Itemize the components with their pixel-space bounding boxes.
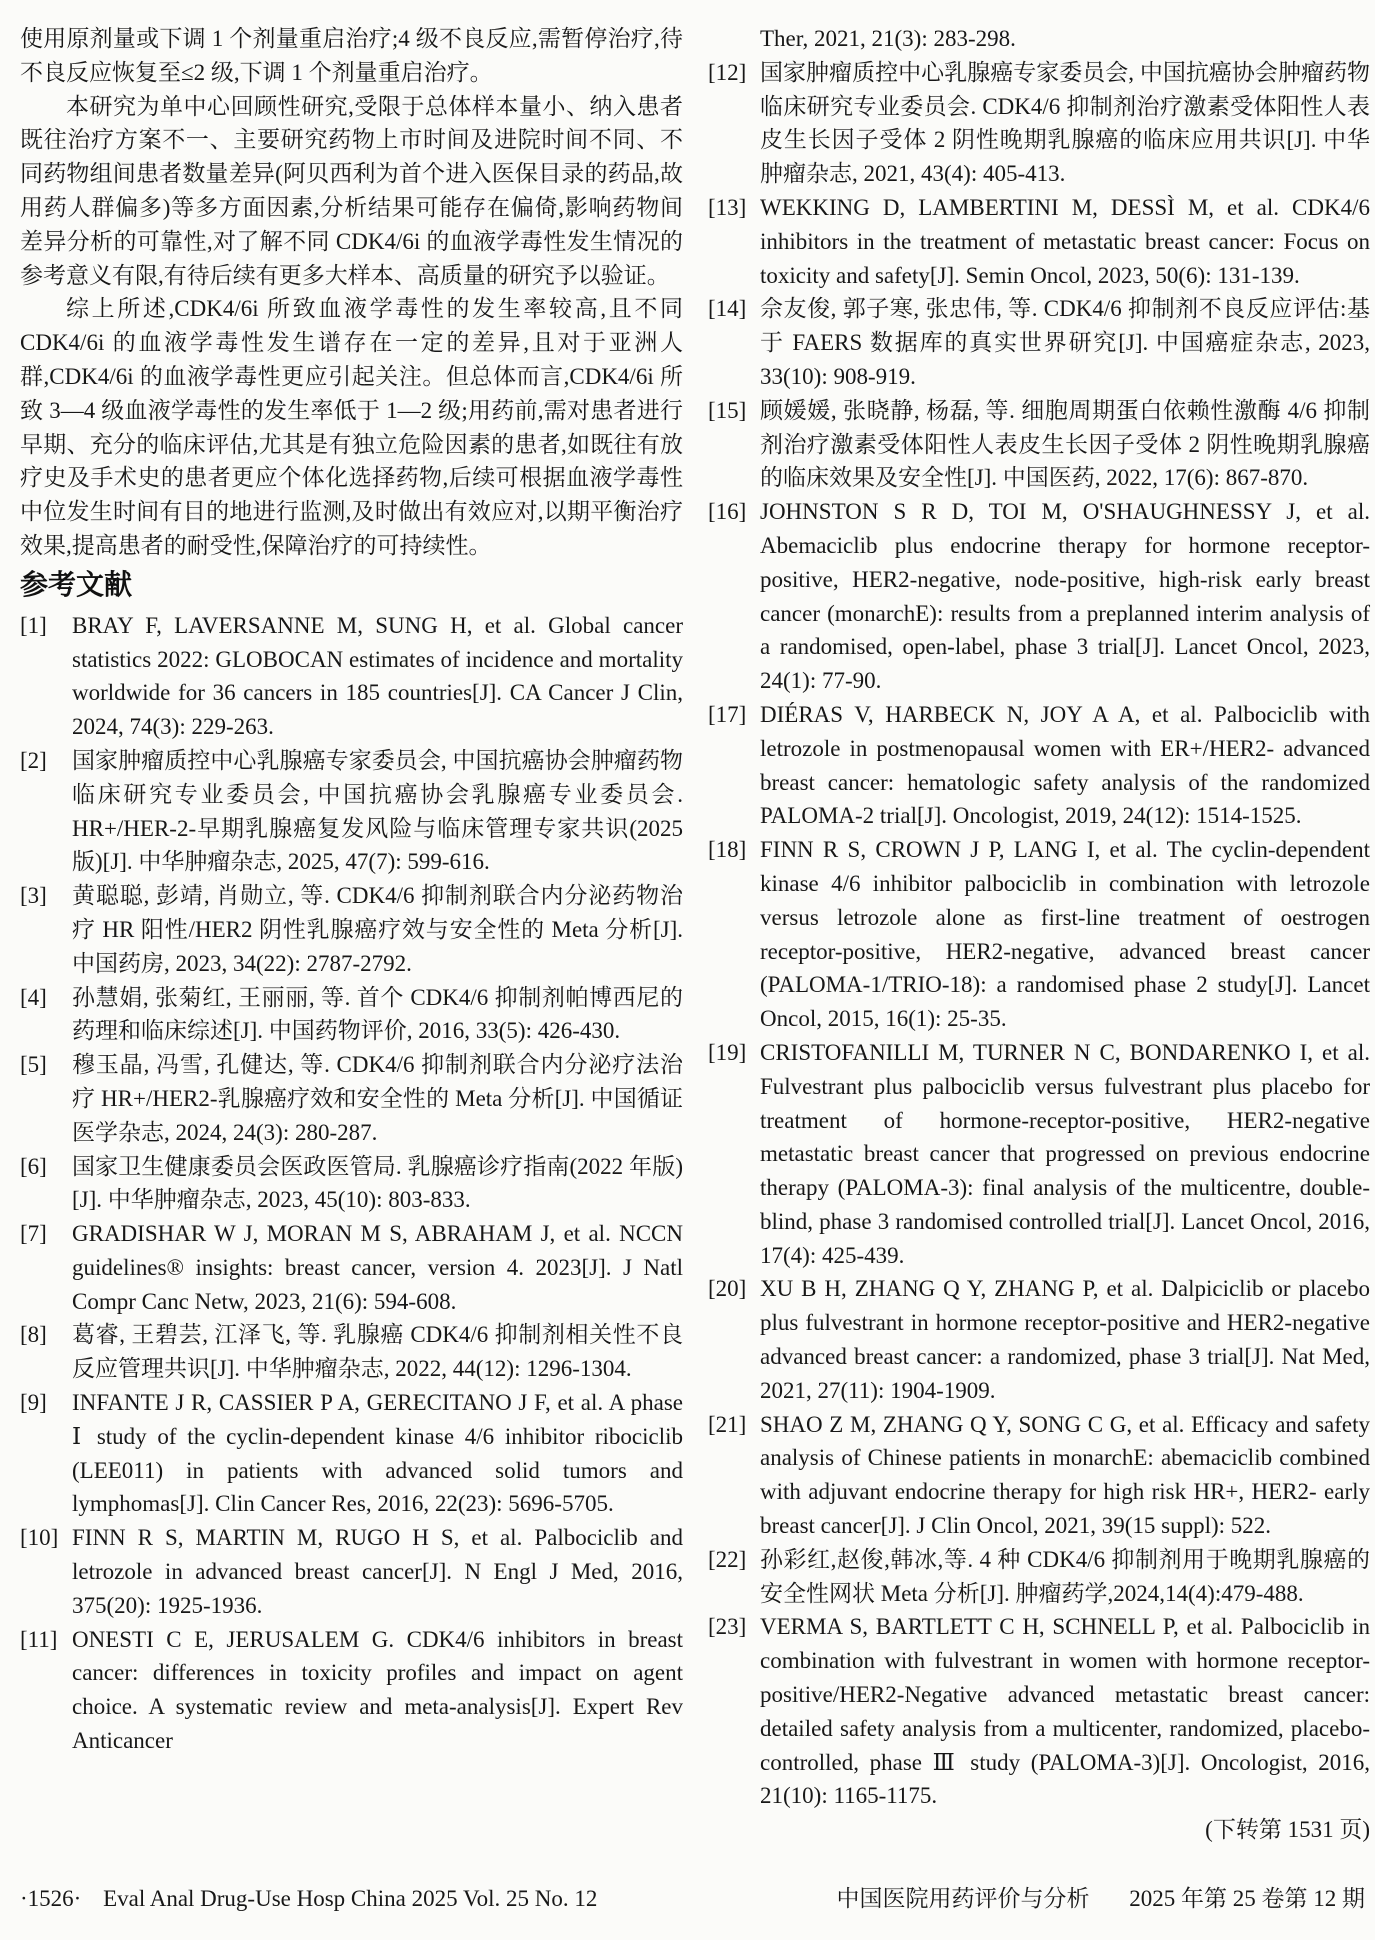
reference-text: 国家卫生健康委员会医政医管局. 乳腺癌诊疗指南(2022 年版)[J]. 中华肿瘤杂志, 2023, 45(10): 803-833. [72, 1153, 683, 1213]
reference-item [20, 1386, 683, 1521]
reference-number: [9] [20, 1390, 47, 1416]
reference-number: [4] [20, 984, 47, 1010]
reference-item [20, 1623, 683, 1758]
reference-item [20, 609, 683, 744]
journal-name-cn: 中国医院用药评价与分析 [836, 1886, 1090, 1911]
reference-text: ONESTI C E, JERUSALEM G. CDK4/6 inhibitors in breast cancer: differences in toxicity profiles and impact on agent choice. A systematic review and meta-analysis[J]. Expert Rev Anticancer [72, 1626, 683, 1754]
reference-text: 佘友俊, 郭子寒, 张忠伟, 等. CDK4/6 抑制剂不良反应评估:基于 FAERS 数据库的真实世界研究[J]. 中国癌症杂志, 2023, 33(10): 908-919. [760, 296, 1370, 389]
reference-item [708, 1408, 1370, 1543]
reference-text: CRISTOFANILLI M, TURNER N C, BONDARENKO I, et al. Fulvestrant plus palbociclib versus fulvestrant plus placebo for treatment of hormone-receptor-positive, HER2-negative metastatic breast cancer that progressed on previous endocrine therapy (PALOMA-3): final analysis of the multicentre, double-blind, phase 3 randomised controlled trial[J]. Lancet Oncol, 2016, 17(4): 425-439. [760, 1039, 1370, 1268]
issue-info: 2025 年第 25 卷第 12 期 [1129, 1886, 1365, 1911]
left-column [20, 22, 683, 1758]
reference-text: WEKKING D, LAMBERTINI M, DESSÌ M, et al. CDK4/6 inhibitors in the treatment of metastatic breast cancer: Focus on toxicity and safety[J]. Semin Oncol, 2023, 50(6): 131-139. [760, 194, 1370, 288]
reference-number: [23] [708, 1614, 747, 1640]
reference-text: 葛睿, 王碧芸, 江泽飞, 等. 乳腺癌 CDK4/6 抑制剂相关性不良反应管理共识[J]. 中华肿瘤杂志, 2022, 44(12): 1296-1304. [72, 1322, 683, 1382]
reference-item [20, 879, 683, 980]
reference-number: [5] [20, 1052, 47, 1078]
reference-item [708, 56, 1370, 191]
reference-number: [18] [708, 837, 747, 863]
reference-number: [11] [20, 1626, 58, 1652]
reference-number: [20] [708, 1276, 747, 1302]
reference-item [708, 1036, 1370, 1273]
reference-text: 国家肿瘤质控中心乳腺癌专家委员会, 中国抗癌协会肿瘤药物临床研究专业委员会. CDK4/6 抑制剂治疗激素受体阳性人表皮生长因子受体 2 阴性晚期乳腺癌的临床应用共识[J]. 中华肿瘤杂志, 2021, 43(4): 405-413. [760, 59, 1370, 187]
reference-text: FINN R S, CROWN J P, LANG I, et al. The cyclin-dependent kinase 4/6 inhibitor palbociclib in combination with letrozole versus letrozole alone as first-line treatment of oestrogen receptor-positive, HER2-negative, advanced breast cancer (PALOMA-1/TRIO-18): a randomised phase 2 study[J]. Lancet Oncol, 2015, 16(1): 25-35. [760, 837, 1370, 1032]
reference-number: [14] [708, 296, 747, 322]
reference-number: [15] [708, 397, 747, 423]
reference-number: [17] [708, 701, 747, 727]
body-paragraph-3: 综上所述,CDK4/6i 所致血液学毒性的发生率较高,且不同 CDK4/6i 的血液学毒性发生谱存在一定的差异,且对于亚洲人群,CDK4/6i 的血液学毒性更应引起关注。但总体而言,CDK4/6i 所致 3—4 级血液学毒性的发生率低于 1—2 级;用药前,需对患者进行早期、充分的临床评估,尤其是有独立危险因素的患者,如既往有放疗史及手术史的患者更应个体化选择药物,后续可根据血液学毒性中位发生时间有目的地进行监测,及时做出有效应对,以期平衡治疗效果,提高患者的耐受性,保障治疗的可持续性。 [20, 296, 683, 558]
reference-text: 穆玉晶, 冯雪, 孔健达, 等. CDK4/6 抑制剂联合内分泌疗法治疗 HR+/HER2-乳腺癌疗效和安全性的 Meta 分析[J]. 中国循证医学杂志, 2024, 24(3): 280-287. [72, 1052, 683, 1145]
reference-text: GRADISHAR W J, MORAN M S, ABRAHAM J, et al. NCCN guidelines® insights: breast cancer, version 4. 2023[J]. J Natl Compr Canc Netw, 2023, 21(6): 594-608. [72, 1221, 683, 1314]
reference-number: [6] [20, 1153, 47, 1179]
footer-left [20, 1884, 597, 1914]
footer-right [837, 1884, 1366, 1914]
body-paragraph-2: 本研究为单中心回顾性研究,受限于总体样本量小、纳入患者既往治疗方案不一、主要研究药物上市时间及进院时间不同、不同药物组间患者数量差异(阿贝西利为首个进入医保目录的药品,故用药人群偏多)等多方面因素,分析结果可能存在偏倚,影响药物间差异分析的可靠性,对了解不同 CDK4/6i 的血液学毒性发生情况的参考意义有限,有待后续有更多大样本、高质量的研究予以验证。 [20, 93, 683, 288]
reference-text: 孙慧娟, 张菊红, 王丽丽, 等. 首个 CDK4/6 抑制剂帕博西尼的药理和临床综述[J]. 中国药物评价, 2016, 33(5): 426-430. [72, 984, 683, 1044]
reference-number: [10] [20, 1525, 59, 1551]
reference-number: [1] [20, 612, 47, 638]
reference-text: 国家肿瘤质控中心乳腺癌专家委员会, 中国抗癌协会肿瘤药物临床研究专业委员会, 中国抗癌协会乳腺癌专业委员会. HR+/HER-2-早期乳腺癌复发风险与临床管理专家共识(2025 版)[J]. 中华肿瘤杂志, 2025, 47(7): 599-616. [72, 747, 683, 875]
reference-item [20, 981, 683, 1049]
reference-text: XU B H, ZHANG Q Y, ZHANG P, et al. Dalpiciclib or placebo plus fulvestrant in hormone receptor-positive and HER2-negative advanced breast cancer: a randomized, phase 3 trial[J]. Nat Med, 2021, 27(11): 1904-1909. [760, 1276, 1370, 1403]
reference-text: JOHNSTON S R D, TOI M, O'SHAUGHNESSY J, et al. Abemaciclib plus endocrine therapy for hormone receptor-positive, HER2-negative, node-positive, high-risk early breast cancer (monarchE): results from a preplanned interim analysis of a randomised, open-label, phase 3 trial[J]. Lancet Oncol, 2023, 24(1): 77-90. [760, 499, 1370, 694]
reference-item [20, 1217, 683, 1318]
reference-text: FINN R S, MARTIN M, RUGO H S, et al. Palbociclib and letrozole in advanced breast cancer[J]. N Engl J Med, 2016, 375(20): 1925-1936. [72, 1525, 683, 1618]
journal-name-en: Eval Anal Drug-Use Hosp China 2025 Vol. 25 No. 12 [103, 1886, 598, 1911]
reference-item [20, 744, 683, 879]
reference-text: VERMA S, BARTLETT C H, SCHNELL P, et al. Palbociclib in combination with fulvestrant in women with hormone receptor-positive/HER2-Negative advanced metastatic breast cancer: detailed safety analysis from a multicenter, randomized, placebo-controlled, phase Ⅲ study (PALOMA-3)[J]. Oncologist, 2016, 21(10): 1165-1175. [760, 1614, 1370, 1809]
reference-item [708, 1610, 1370, 1813]
reference-number: [13] [708, 194, 747, 220]
reference-number: [21] [708, 1411, 747, 1437]
reference-item [20, 1521, 683, 1622]
reference-text: 孙彩红,赵俊,韩冰,等. 4 种 CDK4/6 抑制剂用于晚期乳腺癌的安全性网状 Meta 分析[J]. 肿瘤药学,2024,14(4):479-488. [760, 1546, 1370, 1606]
references-heading: 参考文献 [20, 568, 133, 600]
reference-item [708, 394, 1370, 495]
reference-number: [8] [20, 1322, 47, 1348]
reference-item-continuation [708, 22, 1370, 56]
reference-number: [7] [20, 1221, 47, 1247]
page-number: ·1526· [20, 1886, 82, 1911]
reference-number: [22] [708, 1546, 747, 1572]
reference-item [708, 833, 1370, 1036]
reference-item [20, 1318, 683, 1386]
references-list-right [708, 56, 1370, 1813]
reference-number: [2] [20, 747, 47, 773]
reference-item [708, 191, 1370, 292]
references-list-left [20, 609, 683, 1758]
right-column [708, 22, 1370, 1847]
reference-text: BRAY F, LAVERSANNE M, SUNG H, et al. Global cancer statistics 2022: GLOBOCAN estimates of incidence and mortality worldwide for 36 cancers in 185 countries[J]. CA Cancer J Clin, 2024, 74(3): 229-263. [72, 612, 683, 740]
reference-item [708, 495, 1370, 698]
reference-text: Ther, 2021, 21(3): 283-298. [760, 26, 1016, 51]
reference-item [708, 698, 1370, 833]
reference-text: 黄聪聪, 彭靖, 肖勋立, 等. CDK4/6 抑制剂联合内分泌药物治疗 HR 阳性/HER2 阴性乳腺癌疗效与安全性的 Meta 分析[J]. 中国药房, 2023, 34(22): 2787-2792. [72, 883, 683, 976]
reference-number: [12] [708, 59, 747, 85]
reference-item [20, 1048, 683, 1149]
reference-text: INFANTE J R, CASSIER P A, GERECITANO J F, et al. A phase Ⅰ study of the cyclin-dependent kinase 4/6 inhibitor ribociclib (LEE011) in patients with advanced solid tumors and lymphomas[J]. Clin Cancer Res, 2016, 22(23): 5696-5705. [72, 1390, 683, 1517]
reference-number: [19] [708, 1039, 747, 1065]
reference-number: [3] [20, 883, 47, 909]
reference-item [708, 1272, 1370, 1407]
reference-item [708, 292, 1370, 393]
reference-item [708, 1543, 1370, 1611]
reference-text: 顾媛媛, 张晓静, 杨磊, 等. 细胞周期蛋白依赖性激酶 4/6 抑制剂治疗激素受体阳性人表皮生长因子受体 2 阴性晚期乳腺癌的临床效果及安全性[J]. 中国医药, 2022, 17(6): 867-870. [760, 397, 1370, 491]
reference-number: [16] [708, 499, 747, 525]
reference-item [20, 1150, 683, 1218]
reference-text: DIÉRAS V, HARBECK N, JOY A A, et al. Palbociclib with letrozole in postmenopausal women with ER+/HER2- advanced breast cancer: hematologic safety analysis of the randomized PALOMA-2 trial[J]. Oncologist, 2019, 24(12): 1514-1525. [760, 701, 1370, 829]
body-paragraph-1: 使用原剂量或下调 1 个剂量重启治疗;4 级不良反应,需暂停治疗,待不良反应恢复至≤2 级,下调 1 个剂量重启治疗。 [20, 26, 683, 85]
reference-text: SHAO Z M, ZHANG Q Y, SONG C G, et al. Efficacy and safety analysis of Chinese patients in monarchE: abemaciclib combined with adjuvant endocrine therapy for high risk HR+, HER2- early breast cancer[J]. J Clin Oncol, 2021, 39(15 suppl): 522. [760, 1411, 1370, 1539]
continuation-note: (下转第 1531 页) [1205, 1817, 1370, 1843]
